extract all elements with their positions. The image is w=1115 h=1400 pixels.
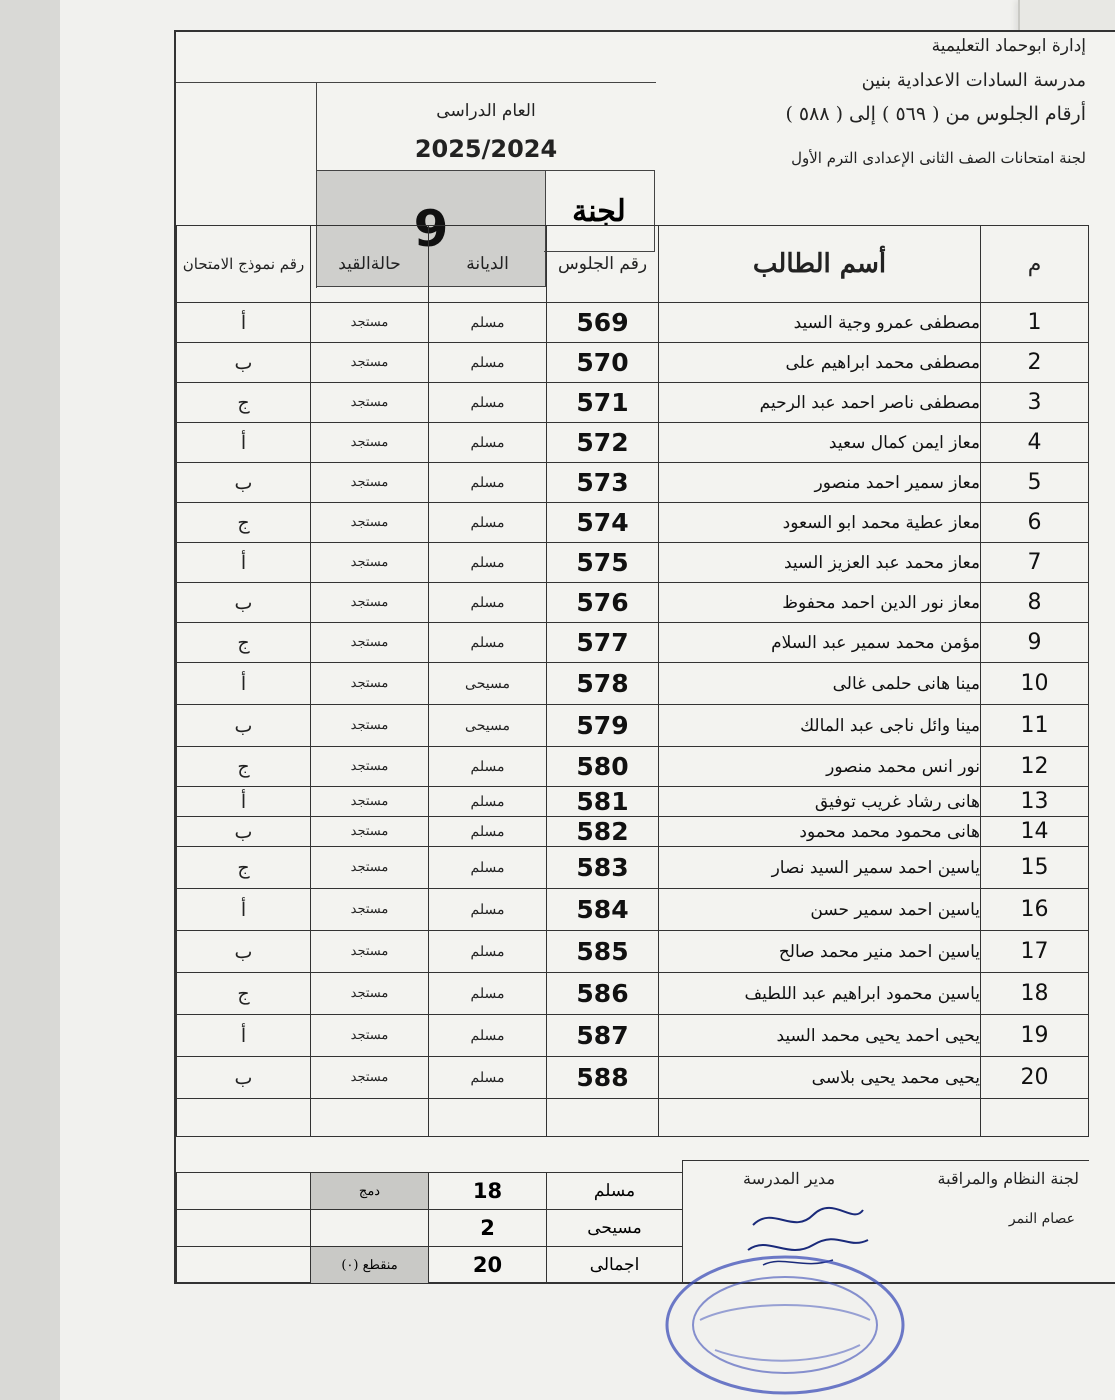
students-table <box>176 225 1089 1137</box>
status-cell: مستجد <box>311 847 429 889</box>
religion-cell: مسلم <box>429 973 547 1015</box>
seat-number-cell: 585 <box>547 931 659 973</box>
model-cell: ب <box>177 463 311 503</box>
row-number-cell: 8 <box>981 583 1089 623</box>
student-name-cell: ياسين احمد منير محمد صالح <box>659 931 981 973</box>
school-name: مدرسة السادات الاعدادية بنين <box>861 70 1086 91</box>
seat-number-cell: 577 <box>547 623 659 663</box>
committee-title: لجنة النظام والمراقبة <box>937 1169 1079 1188</box>
total-label: اجمالى <box>547 1247 683 1284</box>
status-cell: مستجد <box>311 383 429 423</box>
table-header-row <box>177 226 1089 303</box>
summary-blank <box>177 1210 311 1247</box>
student-name-cell: معاز سمير احمد منصور <box>659 463 981 503</box>
blank-cell <box>659 1099 981 1137</box>
status-cell: مستجد <box>311 1057 429 1099</box>
seat-number-cell: 588 <box>547 1057 659 1099</box>
christian-label: مسيحى <box>547 1210 683 1247</box>
student-name-cell: ياسين محمود ابراهيم عبد اللطيف <box>659 973 981 1015</box>
model-cell: أ <box>177 1015 311 1057</box>
seat-number-cell: 576 <box>547 583 659 623</box>
school-header <box>656 32 1096 242</box>
religion-cell: مسلم <box>429 463 547 503</box>
table-row <box>177 787 1089 817</box>
religion-cell: مسلم <box>429 503 547 543</box>
seat-number-cell: 583 <box>547 847 659 889</box>
year-value: 2025/2024 <box>414 135 558 163</box>
model-cell: ج <box>177 623 311 663</box>
status-cell: مستجد <box>311 787 429 817</box>
religion-cell: مسلم <box>429 1057 547 1099</box>
model-cell: أ <box>177 423 311 463</box>
status-cell: مستجد <box>311 623 429 663</box>
row-number-cell: 16 <box>981 889 1089 931</box>
paper-sheet <box>60 0 1115 1400</box>
blank-cell <box>177 1099 311 1137</box>
student-name-cell: مينا وائل ناجى عبد المالك <box>659 705 981 747</box>
table-row <box>177 817 1089 847</box>
student-name-cell: يحيى محمد يحيى بلاسى <box>659 1057 981 1099</box>
summary-blank <box>311 1210 429 1247</box>
student-name-cell: مصطفى ناصر احمد عبد الرحيم <box>659 383 981 423</box>
row-number-cell: 5 <box>981 463 1089 503</box>
summary-row-total <box>177 1247 683 1284</box>
model-cell: ج <box>177 973 311 1015</box>
seat-number-cell: 571 <box>547 383 659 423</box>
row-number-cell: 11 <box>981 705 1089 747</box>
muslim-count: 18 <box>429 1173 547 1210</box>
header-num: م <box>981 226 1089 303</box>
model-cell: أ <box>177 663 311 705</box>
religion-cell: مسلم <box>429 817 547 847</box>
row-number-cell: 2 <box>981 343 1089 383</box>
seat-number-cell: 580 <box>547 747 659 787</box>
summary-blank <box>177 1173 311 1210</box>
religion-cell: مسلم <box>429 931 547 973</box>
seat-number-cell: 570 <box>547 343 659 383</box>
student-name-cell: نور انس محمد منصور <box>659 747 981 787</box>
row-number-cell: 9 <box>981 623 1089 663</box>
religion-cell: مسلم <box>429 383 547 423</box>
seat-number-cell: 573 <box>547 463 659 503</box>
row-number-cell: 17 <box>981 931 1089 973</box>
year-label: العام الدراسى <box>436 101 536 121</box>
table-row <box>177 383 1089 423</box>
model-cell: ب <box>177 583 311 623</box>
table-row <box>177 463 1089 503</box>
header-name: أسم الطالب <box>659 226 981 303</box>
status-cell: مستجد <box>311 973 429 1015</box>
seat-number-cell: 574 <box>547 503 659 543</box>
seat-range: أرقام الجلوس من ( ٥٦٩ ) إلى ( ٥٨٨ ) <box>785 103 1086 125</box>
model-cell: ج <box>177 503 311 543</box>
student-name-cell: مصطفى محمد ابراهيم على <box>659 343 981 383</box>
table-row <box>177 847 1089 889</box>
school-stamp <box>660 1250 910 1400</box>
row-number-cell: 7 <box>981 543 1089 583</box>
header-seat: رقم الجلوس <box>547 226 659 303</box>
seat-number-cell: 579 <box>547 705 659 747</box>
row-number-cell: 4 <box>981 423 1089 463</box>
model-cell: ب <box>177 1057 311 1099</box>
absent-label: منقطع (٠) <box>311 1247 429 1284</box>
total-count: 20 <box>429 1247 547 1284</box>
table-row <box>177 503 1089 543</box>
student-name-cell: مصطفى عمرو وجية السيد <box>659 303 981 343</box>
seat-number-cell: 581 <box>547 787 659 817</box>
table-row <box>177 343 1089 383</box>
status-cell: مستجد <box>311 343 429 383</box>
committee-document <box>174 30 1115 1284</box>
student-name-cell: معاز ايمن كمال سعيد <box>659 423 981 463</box>
christian-count: 2 <box>429 1210 547 1247</box>
table-row <box>177 889 1089 931</box>
table-row-blank <box>177 1099 1089 1137</box>
table-row <box>177 931 1089 973</box>
table-row <box>177 663 1089 705</box>
summary-row-christian <box>177 1210 683 1247</box>
model-cell: ج <box>177 747 311 787</box>
row-number-cell: 20 <box>981 1057 1089 1099</box>
status-cell: مستجد <box>311 705 429 747</box>
status-cell: مستجد <box>311 543 429 583</box>
table-row <box>177 747 1089 787</box>
blank-cell <box>311 1099 429 1137</box>
row-number-cell: 13 <box>981 787 1089 817</box>
religion-cell: مسلم <box>429 889 547 931</box>
header-status: حالةالقيد <box>311 226 429 303</box>
row-number-cell: 10 <box>981 663 1089 705</box>
status-cell: مستجد <box>311 503 429 543</box>
status-cell: مستجد <box>311 463 429 503</box>
status-cell: مستجد <box>311 1015 429 1057</box>
student-name-cell: ياسين احمد سمير حسن <box>659 889 981 931</box>
row-number-cell: 12 <box>981 747 1089 787</box>
student-name-cell: ياسين احمد سمير السيد نصار <box>659 847 981 889</box>
seat-number-cell: 572 <box>547 423 659 463</box>
row-number-cell: 19 <box>981 1015 1089 1057</box>
seat-number-cell: 582 <box>547 817 659 847</box>
table-row <box>177 705 1089 747</box>
row-number-cell: 1 <box>981 303 1089 343</box>
religion-cell: مسلم <box>429 847 547 889</box>
table-row <box>177 543 1089 583</box>
status-cell: مستجد <box>311 423 429 463</box>
model-cell: ب <box>177 931 311 973</box>
merge-label: دمج <box>311 1173 429 1210</box>
table-row <box>177 973 1089 1015</box>
seat-number-cell: 586 <box>547 973 659 1015</box>
religion-cell: مسلم <box>429 583 547 623</box>
committee-label: لجنة <box>544 170 655 252</box>
model-cell: ج <box>177 847 311 889</box>
blank-cell <box>547 1099 659 1137</box>
seat-number-cell: 569 <box>547 303 659 343</box>
student-name-cell: معاز عطية محمد ابو السعود <box>659 503 981 543</box>
status-cell: مستجد <box>311 889 429 931</box>
director-title: مدير المدرسة <box>743 1169 836 1188</box>
committee-number: 9 <box>316 170 546 287</box>
summary-row-muslim <box>177 1173 683 1210</box>
committee-description: لجنة امتحانات الصف الثانى الإعدادى الترم الأول <box>791 149 1086 167</box>
model-cell: أ <box>177 889 311 931</box>
seat-number-cell: 587 <box>547 1015 659 1057</box>
header-model: رقم نموذج الامتحان <box>177 226 311 303</box>
muslim-label: مسلم <box>547 1173 683 1210</box>
seat-number-cell: 578 <box>547 663 659 705</box>
table-row <box>177 1057 1089 1099</box>
row-number-cell: 6 <box>981 503 1089 543</box>
model-cell: أ <box>177 787 311 817</box>
religion-cell: مسلم <box>429 543 547 583</box>
row-number-cell: 15 <box>981 847 1089 889</box>
seat-number-cell: 584 <box>547 889 659 931</box>
table-row <box>177 423 1089 463</box>
religion-cell: مسلم <box>429 303 547 343</box>
status-cell: مستجد <box>311 931 429 973</box>
status-cell: مستجد <box>311 663 429 705</box>
student-name-cell: مينا هانى حلمى غالى <box>659 663 981 705</box>
religion-cell: مسلم <box>429 787 547 817</box>
blank-cell <box>981 1099 1089 1137</box>
summary-blank <box>177 1247 311 1284</box>
model-cell: ب <box>177 817 311 847</box>
student-name-cell: هانى محمود محمد محمود <box>659 817 981 847</box>
student-name-cell: هانى رشاد غريب توفيق <box>659 787 981 817</box>
table-row <box>177 1015 1089 1057</box>
summary-table <box>176 1172 683 1284</box>
model-cell: ج <box>177 383 311 423</box>
header-religion: الديانة <box>429 226 547 303</box>
administration-name: إدارة ابوحماد التعليمية <box>931 36 1086 56</box>
status-cell: مستجد <box>311 747 429 787</box>
religion-cell: مسلم <box>429 747 547 787</box>
religion-cell: مسيحى <box>429 663 547 705</box>
model-cell: أ <box>177 543 311 583</box>
student-name-cell: يحيى احمد يحيى محمد السيد <box>659 1015 981 1057</box>
model-cell: ب <box>177 343 311 383</box>
status-cell: مستجد <box>311 817 429 847</box>
student-name-cell: معاز محمد عبد العزيز السيد <box>659 543 981 583</box>
row-number-cell: 14 <box>981 817 1089 847</box>
student-name-cell: مؤمن محمد سمير عبد السلام <box>659 623 981 663</box>
model-cell: أ <box>177 303 311 343</box>
table-row <box>177 303 1089 343</box>
model-cell: ب <box>177 705 311 747</box>
row-number-cell: 3 <box>981 383 1089 423</box>
table-row <box>177 583 1089 623</box>
student-name-cell: معاز نور الدين احمد محفوظ <box>659 583 981 623</box>
religion-cell: مسلم <box>429 423 547 463</box>
seat-number-cell: 575 <box>547 543 659 583</box>
religion-cell: مسيحى <box>429 705 547 747</box>
religion-cell: مسلم <box>429 343 547 383</box>
status-cell: مستجد <box>311 303 429 343</box>
committee-head-name: عصام النمر <box>1008 1211 1075 1227</box>
blank-cell <box>429 1099 547 1137</box>
table-row <box>177 623 1089 663</box>
status-cell: مستجد <box>311 583 429 623</box>
row-number-cell: 18 <box>981 973 1089 1015</box>
religion-cell: مسلم <box>429 1015 547 1057</box>
religion-cell: مسلم <box>429 623 547 663</box>
